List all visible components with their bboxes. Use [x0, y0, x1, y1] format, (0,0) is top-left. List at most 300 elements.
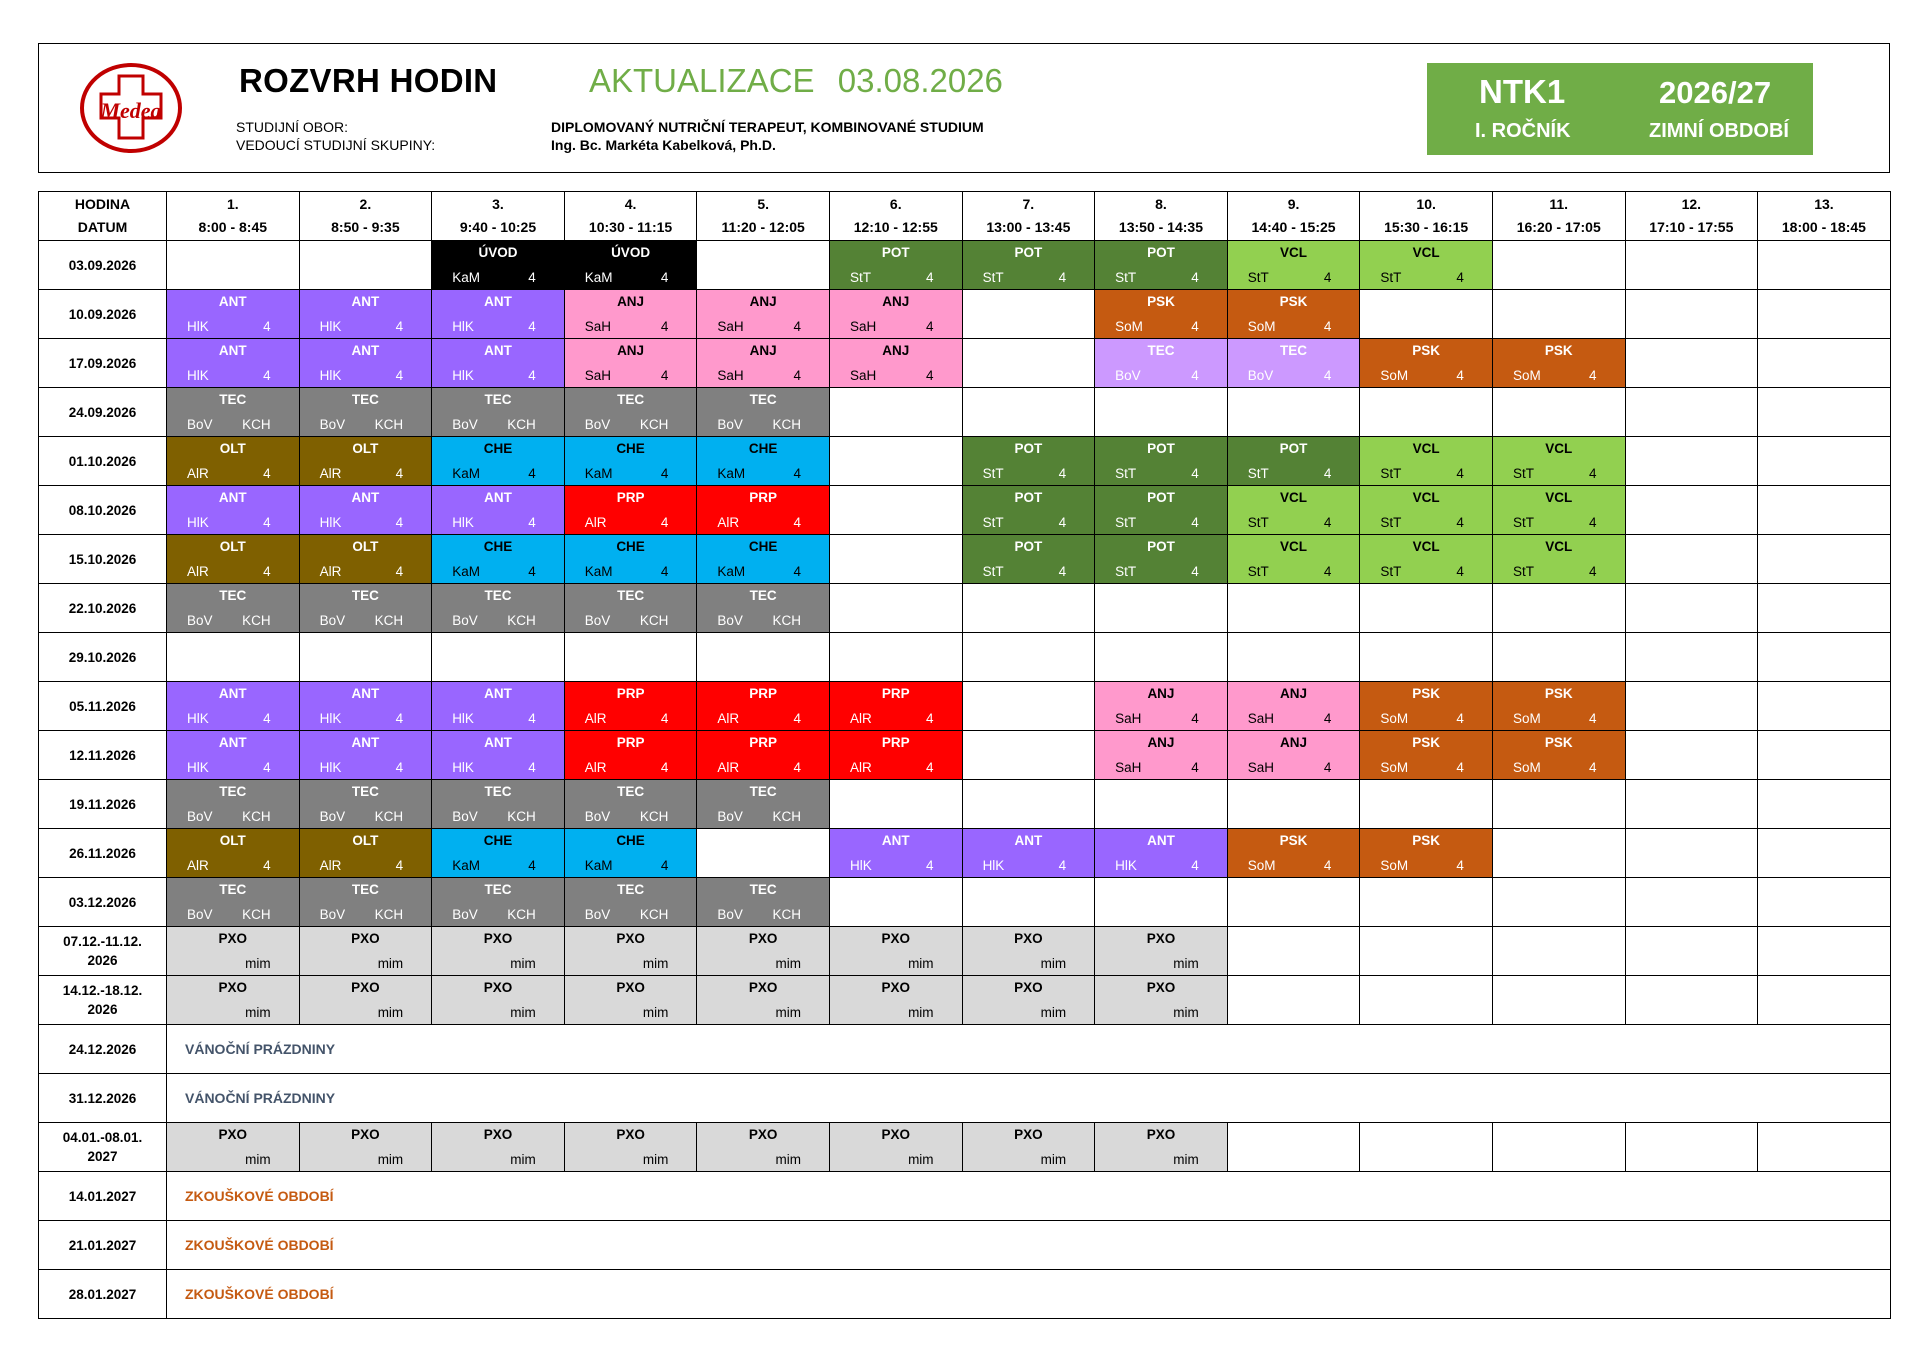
room-code: 4 — [528, 270, 536, 285]
lesson-cell — [697, 437, 830, 486]
subject-code: ANT — [218, 490, 247, 505]
date-cell — [39, 1074, 167, 1123]
room-code: 4 — [1191, 466, 1199, 481]
subject-code: PRP — [749, 490, 778, 505]
lesson-cell — [1095, 976, 1228, 1025]
subject-code: VCL — [1280, 539, 1308, 554]
room-code: 4 — [1323, 711, 1332, 726]
room-code: 4 — [1323, 368, 1332, 383]
empty-cell — [1492, 829, 1625, 878]
empty-cell — [299, 633, 432, 682]
empty-cell — [1360, 878, 1493, 927]
room-code: 4 — [1323, 858, 1332, 873]
teacher-code: SaH — [849, 368, 877, 383]
subject-code: ANT — [218, 343, 247, 358]
subject-code: OLT — [219, 833, 246, 848]
room-code: KCH — [374, 907, 404, 922]
room-code: 4 — [1191, 711, 1199, 726]
empty-cell — [1758, 633, 1891, 682]
subject-code: PSK — [1544, 686, 1573, 701]
room-code: 4 — [395, 858, 404, 873]
lesson-cell — [829, 1123, 962, 1172]
table-row — [39, 584, 1891, 633]
lesson-cell — [564, 535, 697, 584]
teacher-code: StT — [1115, 564, 1137, 579]
lesson-cell — [1227, 290, 1360, 339]
subject-code: PXO — [218, 931, 248, 946]
room-code: 4 — [1191, 760, 1199, 775]
room-code: 4 — [1323, 466, 1332, 481]
date-text: 07.12.-11.12. — [63, 934, 142, 949]
lesson-cell — [1227, 535, 1360, 584]
room-code: 4 — [1589, 711, 1597, 726]
room-code: 4 — [1323, 760, 1332, 775]
subject-code: PSK — [1147, 294, 1175, 309]
subject-code: TEC — [219, 882, 247, 897]
empty-cell — [1758, 535, 1891, 584]
room-code: KCH — [639, 809, 669, 824]
room-code: 4 — [1456, 466, 1464, 481]
lesson-cell — [299, 976, 432, 1025]
room-code: 4 — [395, 319, 404, 334]
subject-code: ANT — [351, 294, 380, 309]
slot-header: 12. 17:10 - 17:55 — [1625, 192, 1758, 241]
subject-code: ANT — [351, 686, 380, 701]
subject-code: TEC — [484, 784, 512, 799]
teacher-code: KaM — [584, 270, 613, 285]
room-code: KCH — [507, 907, 536, 922]
empty-cell — [829, 535, 962, 584]
subject-code: ANJ — [1280, 735, 1308, 750]
subject-code: PSK — [1412, 833, 1441, 848]
teacher-code: SoM — [1380, 368, 1409, 383]
lesson-cell — [564, 486, 697, 535]
exam-note: ZKOUŠKOVÉ OBDOBÍ — [167, 1221, 1891, 1270]
header-panel — [38, 43, 1890, 173]
room-code: 4 — [263, 368, 271, 383]
lesson-cell — [299, 290, 432, 339]
room-code: KCH — [772, 613, 801, 628]
room-code: 4 — [660, 319, 669, 334]
lesson-cell — [564, 829, 697, 878]
teacher-code: BoV — [452, 613, 478, 628]
empty-cell — [829, 584, 962, 633]
teacher-code: AlR — [717, 711, 740, 726]
table-row — [39, 976, 1891, 1025]
slot-header: 10. 15:30 - 16:15 — [1360, 192, 1493, 241]
teacher-code: BoV — [187, 809, 213, 824]
subject-code: TEC — [219, 784, 247, 799]
teacher-code: StT — [982, 515, 1004, 530]
room-code: mim — [1040, 1152, 1067, 1167]
grade-label: I. ROČNÍK — [1475, 120, 1571, 142]
room-code: 4 — [660, 760, 669, 775]
exam-note: ZKOUŠKOVÉ OBDOBÍ — [167, 1172, 1891, 1221]
date-text: 12.11.2026 — [69, 747, 136, 763]
room-code: 4 — [1058, 270, 1067, 285]
subject-code: ANJ — [1280, 686, 1308, 701]
teacher-code: SoM — [1247, 858, 1276, 873]
lesson-cell — [1095, 290, 1228, 339]
room-code: KCH — [772, 907, 801, 922]
lesson-cell — [1095, 437, 1228, 486]
teacher-code: SaH — [584, 368, 612, 383]
corner-header: HODINA DATUM — [39, 192, 167, 241]
empty-cell — [1360, 290, 1493, 339]
teacher-code: BoV — [452, 809, 478, 824]
empty-cell — [1492, 633, 1625, 682]
lesson-cell — [299, 437, 432, 486]
subject-code: TEC — [617, 588, 645, 603]
room-code: KCH — [507, 417, 536, 432]
room-code: mim — [1173, 1005, 1199, 1020]
lesson-cell — [829, 290, 962, 339]
lesson-cell — [697, 1123, 830, 1172]
schedule-table — [38, 191, 1891, 1319]
empty-cell — [1625, 927, 1758, 976]
room-code: 4 — [1191, 858, 1199, 873]
teacher-code: AlR — [187, 858, 209, 873]
lesson-cell — [962, 241, 1095, 290]
room-code: 4 — [528, 711, 536, 726]
lesson-cell — [299, 388, 432, 437]
empty-cell — [1625, 339, 1758, 388]
teacher-code: BoV — [319, 907, 346, 922]
empty-cell — [1360, 633, 1493, 682]
room-code: KCH — [772, 417, 801, 432]
room-code: 4 — [926, 760, 934, 775]
room-code: mim — [908, 956, 934, 971]
header-row — [39, 192, 1891, 241]
subject-code: OLT — [352, 441, 379, 456]
subject-code: TEC — [219, 392, 247, 407]
teacher-code: BoV — [1115, 368, 1141, 383]
lesson-cell — [432, 584, 565, 633]
subject-code: TEC — [1280, 343, 1308, 358]
lesson-cell — [1095, 682, 1228, 731]
empty-cell — [962, 339, 1095, 388]
lesson-cell — [697, 682, 830, 731]
subject-code: PXO — [1146, 980, 1176, 995]
subject-code: PXO — [881, 1127, 911, 1142]
teacher-code: StT — [982, 564, 1004, 579]
teacher-code: SoM — [1512, 368, 1541, 383]
lesson-cell — [1360, 731, 1493, 780]
teacher-code: SoM — [1512, 711, 1541, 726]
lesson-cell — [432, 437, 565, 486]
teacher-code: StT — [982, 466, 1004, 481]
room-code: KCH — [374, 613, 404, 628]
table-row — [39, 339, 1891, 388]
lesson-cell — [1492, 437, 1625, 486]
room-code: 4 — [1456, 368, 1464, 383]
room-code: 4 — [1058, 466, 1067, 481]
room-code: 4 — [395, 564, 404, 579]
slot-header: 7. 13:00 - 13:45 — [962, 192, 1095, 241]
date-text: 26.11.2026 — [69, 845, 136, 861]
lesson-cell — [962, 1123, 1095, 1172]
slot-header: 1. 8:00 - 8:45 — [167, 192, 300, 241]
empty-cell — [1625, 731, 1758, 780]
subject-code: ANJ — [882, 343, 910, 358]
empty-cell — [1758, 878, 1891, 927]
table-row — [39, 486, 1891, 535]
teacher-code: StT — [1380, 466, 1402, 481]
empty-cell — [1625, 829, 1758, 878]
teacher-code: StT — [1380, 270, 1402, 285]
empty-cell — [432, 633, 565, 682]
empty-cell — [1625, 535, 1758, 584]
teacher-code: StT — [1115, 270, 1137, 285]
room-code: KCH — [242, 907, 271, 922]
subject-code: ANT — [484, 294, 512, 309]
subject-code: ÚVOD — [478, 245, 518, 260]
subject-code: OLT — [219, 441, 246, 456]
subject-code: ANT — [484, 343, 512, 358]
table-row — [39, 633, 1891, 682]
lesson-cell — [829, 731, 962, 780]
subject-code: ANJ — [1147, 735, 1175, 750]
teacher-code: AlR — [717, 515, 740, 530]
teacher-code: SoM — [1115, 319, 1143, 334]
room-code: KCH — [242, 417, 271, 432]
lesson-cell — [167, 1123, 300, 1172]
teacher-code: StT — [1115, 515, 1137, 530]
subject-code: PRP — [616, 686, 645, 701]
subject-code: PXO — [1146, 1127, 1176, 1142]
teacher-code: KaM — [452, 564, 480, 579]
date-text: 03.09.2026 — [68, 257, 137, 273]
date-text: 29.10.2026 — [68, 649, 137, 665]
room-code: KCH — [242, 613, 271, 628]
date-text: 24.12.2026 — [68, 1041, 137, 1057]
lesson-cell — [167, 290, 300, 339]
empty-cell — [1625, 241, 1758, 290]
lesson-cell — [167, 780, 300, 829]
empty-cell — [1625, 388, 1758, 437]
subject-code: ANJ — [617, 294, 645, 309]
subject-code: ANT — [1147, 833, 1175, 848]
subject-code: TEC — [351, 784, 379, 799]
teacher-code: BoV — [584, 613, 611, 628]
lesson-cell — [299, 486, 432, 535]
teacher-code: BoV — [319, 809, 346, 824]
room-code: 4 — [793, 515, 801, 530]
subject-code: VCL — [1412, 245, 1440, 260]
teacher-code: SoM — [1380, 858, 1409, 873]
lesson-cell — [1095, 339, 1228, 388]
room-code: 4 — [793, 760, 801, 775]
lesson-cell — [962, 535, 1095, 584]
date-cell — [39, 731, 167, 780]
empty-cell — [1492, 976, 1625, 1025]
teacher-code: SoM — [1380, 760, 1409, 775]
teacher-code: AlR — [319, 858, 342, 873]
room-code: 4 — [926, 711, 934, 726]
lesson-cell — [697, 584, 830, 633]
empty-cell — [1360, 1123, 1493, 1172]
lesson-cell — [564, 290, 697, 339]
lesson-cell — [564, 780, 697, 829]
lesson-cell — [697, 388, 830, 437]
subject-code: ANT — [351, 343, 380, 358]
subject-code: POT — [1279, 441, 1308, 456]
subject-code: TEC — [351, 392, 379, 407]
teacher-code: StT — [1512, 515, 1534, 530]
teacher-code: HlK — [1115, 858, 1137, 873]
room-code: mim — [642, 1152, 669, 1167]
slot-header: 4. 10:30 - 11:15 — [564, 192, 697, 241]
date-cell — [39, 535, 167, 584]
empty-cell — [1227, 976, 1360, 1025]
lesson-cell — [299, 339, 432, 388]
subject-code: OLT — [219, 539, 246, 554]
table-row — [39, 241, 1891, 290]
room-code: 4 — [660, 711, 669, 726]
teacher-code: BoV — [584, 417, 611, 432]
date-cell — [39, 388, 167, 437]
room-code: 4 — [1191, 515, 1199, 530]
subject-code: TEC — [749, 588, 777, 603]
slot-header: 8. 13:50 - 14:35 — [1095, 192, 1228, 241]
room-code: mim — [510, 1152, 536, 1167]
teacher-code: BoV — [319, 613, 346, 628]
empty-cell — [1492, 388, 1625, 437]
lesson-cell — [1492, 731, 1625, 780]
room-code: 4 — [263, 515, 271, 530]
date-cell — [39, 927, 167, 976]
subject-code: PXO — [748, 980, 778, 995]
empty-cell — [962, 388, 1095, 437]
teacher-code: SaH — [1115, 760, 1142, 775]
room-code: mim — [775, 1005, 801, 1020]
teacher-code: HlK — [452, 368, 474, 383]
lesson-cell — [697, 290, 830, 339]
teacher-code: BoV — [319, 417, 346, 432]
subject-code: ANT — [484, 735, 512, 750]
subject-code: TEC — [617, 392, 645, 407]
group-code: NTK1 — [1479, 73, 1566, 110]
subject-code: VCL — [1545, 490, 1573, 505]
teacher-code: StT — [1247, 466, 1269, 481]
empty-cell — [1492, 878, 1625, 927]
lesson-cell — [1227, 829, 1360, 878]
subject-code: PXO — [881, 980, 911, 995]
subject-code: TEC — [749, 392, 777, 407]
empty-cell — [697, 633, 830, 682]
subject-code: PXO — [748, 931, 778, 946]
subject-code: PXO — [1146, 931, 1176, 946]
room-code: mim — [245, 956, 271, 971]
teacher-code: HlK — [452, 760, 474, 775]
lesson-cell — [1360, 437, 1493, 486]
holiday-note: VÁNOČNÍ PRÁZDNINY — [167, 1074, 1891, 1123]
teacher-code: HlK — [849, 858, 872, 873]
empty-cell — [1758, 437, 1891, 486]
lesson-cell — [299, 682, 432, 731]
room-code: mim — [245, 1005, 271, 1020]
room-code: mim — [642, 1005, 669, 1020]
empty-cell — [1227, 878, 1360, 927]
lesson-cell — [1227, 486, 1360, 535]
teacher-code: AlR — [584, 760, 607, 775]
lesson-cell — [299, 829, 432, 878]
teacher-code: HlK — [982, 858, 1005, 873]
room-code: 4 — [395, 711, 404, 726]
empty-cell — [1625, 290, 1758, 339]
empty-cell — [697, 829, 830, 878]
teacher-code: StT — [1512, 466, 1534, 481]
slot-header: 11. 16:20 - 17:05 — [1492, 192, 1625, 241]
date-text: 21.01.2027 — [68, 1237, 137, 1253]
empty-cell — [962, 633, 1095, 682]
date-cell — [39, 682, 167, 731]
table-row — [39, 1270, 1891, 1319]
subject-code: VCL — [1545, 441, 1573, 456]
subject-code: PSK — [1544, 343, 1573, 358]
subject-code: ANT — [484, 686, 512, 701]
lesson-cell — [564, 731, 697, 780]
room-code: 4 — [528, 466, 536, 481]
date-text: 22.10.2026 — [68, 600, 137, 616]
lesson-cell — [829, 829, 962, 878]
room-code: 4 — [1323, 319, 1332, 334]
update-label: AKTUALIZACE — [589, 62, 815, 99]
empty-cell — [1095, 780, 1228, 829]
empty-cell — [1227, 633, 1360, 682]
room-code: 4 — [395, 466, 404, 481]
leader-value: Ing. Bc. Markéta Kabelková, Ph.D. — [551, 137, 776, 153]
teacher-code: AlR — [849, 711, 872, 726]
room-code: 4 — [1589, 466, 1597, 481]
subject-code: PRP — [616, 735, 645, 750]
empty-cell — [829, 437, 962, 486]
date-text: 15.10.2026 — [68, 551, 137, 567]
teacher-code: SaH — [717, 368, 744, 383]
teacher-code: BoV — [452, 907, 478, 922]
room-code: 4 — [528, 319, 536, 334]
teacher-code: SaH — [717, 319, 744, 334]
lesson-cell — [432, 535, 565, 584]
subject-code: POT — [1014, 245, 1043, 260]
lesson-cell — [1095, 486, 1228, 535]
subject-code: TEC — [351, 882, 379, 897]
teacher-code: KaM — [452, 466, 480, 481]
room-code: mim — [510, 956, 536, 971]
room-code: 4 — [395, 760, 404, 775]
empty-cell — [1758, 976, 1891, 1025]
teacher-code: SaH — [849, 319, 877, 334]
subject-code: VCL — [1545, 539, 1573, 554]
table-row — [39, 437, 1891, 486]
teacher-code: StT — [1512, 564, 1534, 579]
subject-code: POT — [1014, 539, 1043, 554]
lesson-cell — [962, 437, 1095, 486]
subject-code: ANJ — [617, 343, 645, 358]
subject-code: TEC — [617, 882, 645, 897]
teacher-code: KaM — [584, 858, 613, 873]
room-code: 4 — [1191, 368, 1199, 383]
empty-cell — [962, 682, 1095, 731]
empty-cell — [1758, 682, 1891, 731]
teacher-code: KaM — [717, 564, 746, 579]
date-cell — [39, 486, 167, 535]
lesson-cell — [1095, 241, 1228, 290]
teacher-code: HlK — [319, 515, 342, 530]
lesson-cell — [432, 1123, 565, 1172]
date-cell — [39, 584, 167, 633]
lesson-cell — [697, 780, 830, 829]
